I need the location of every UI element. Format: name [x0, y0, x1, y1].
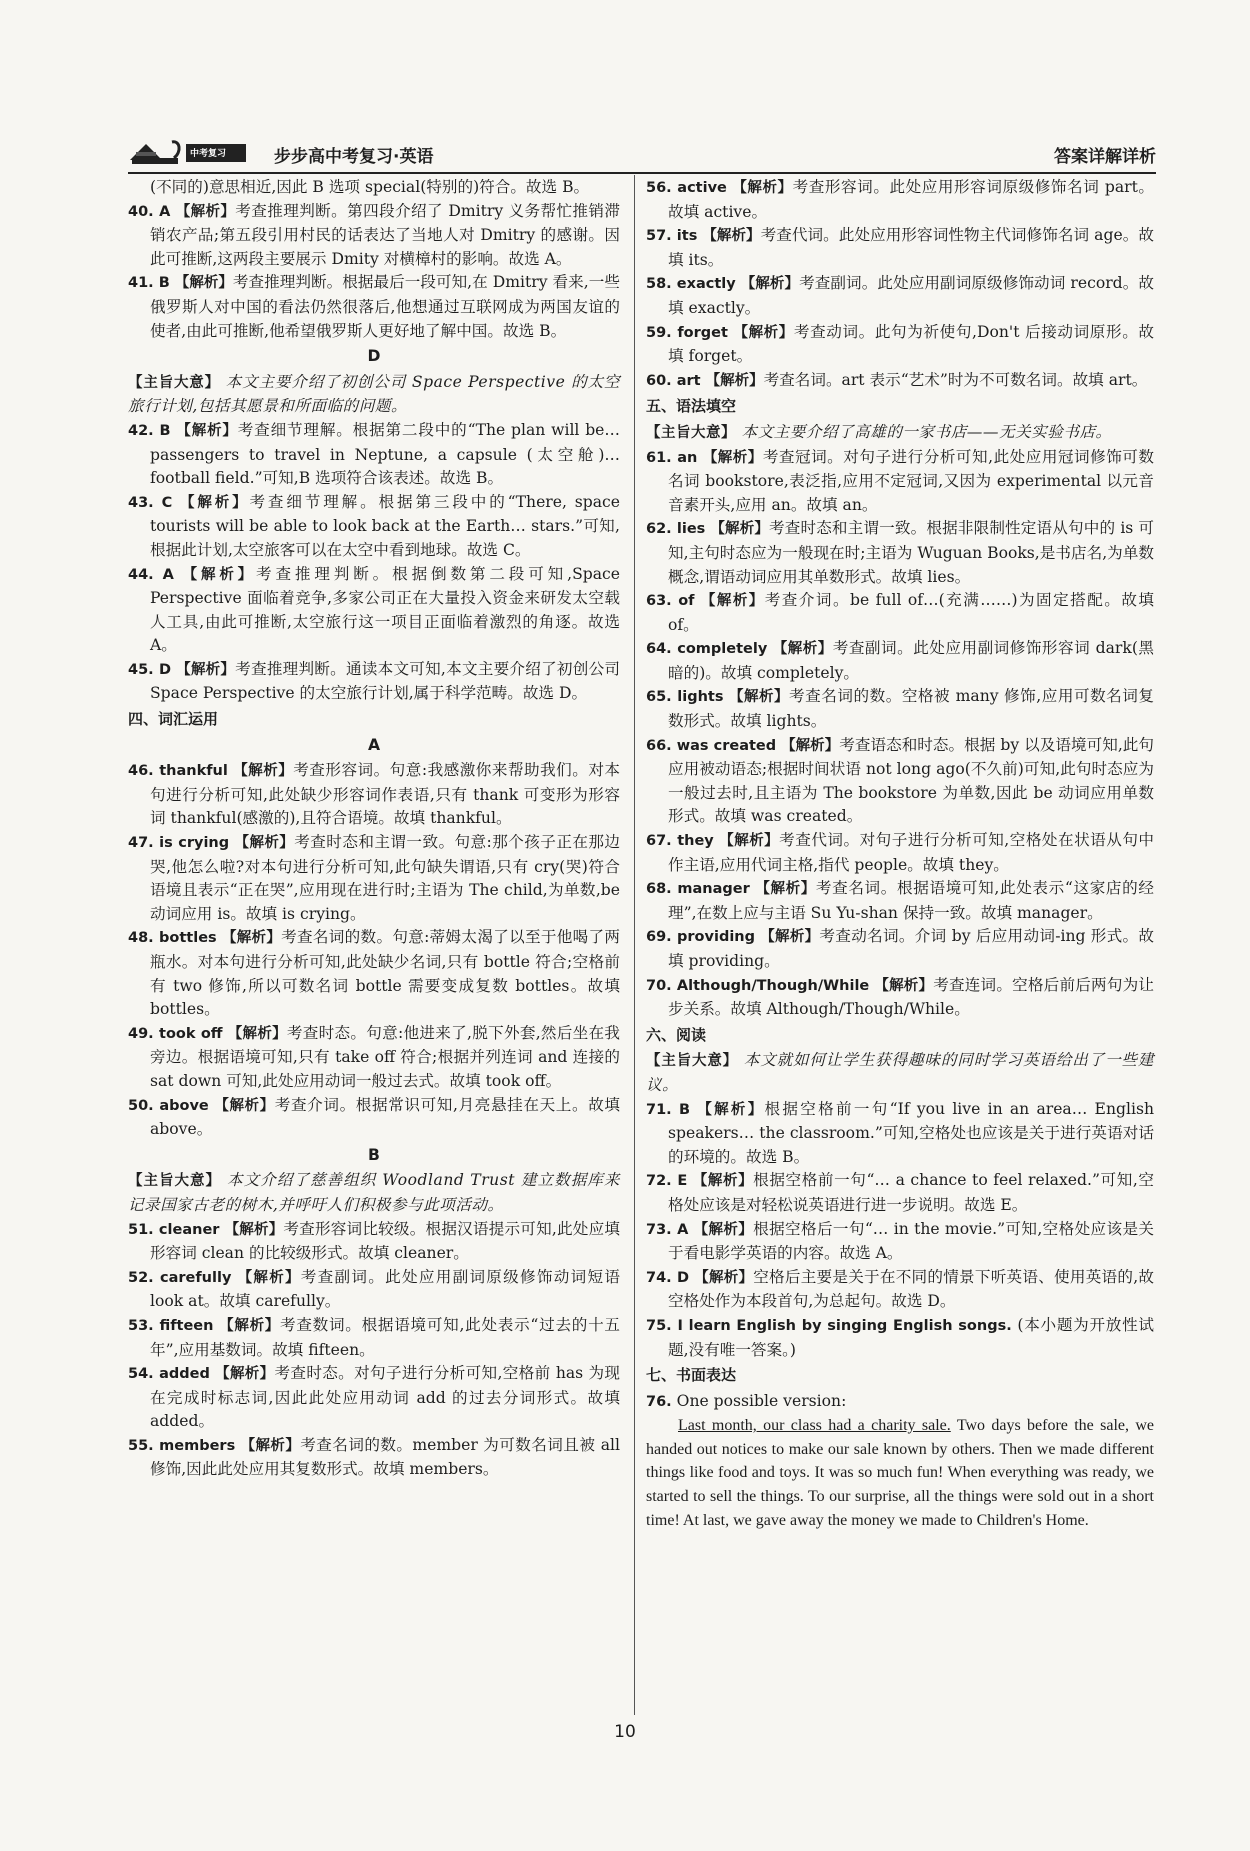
answer-item [646, 974, 1154, 1022]
main-idea-tag: 【主旨大意】 [646, 1053, 738, 1070]
answer-key: 72. E [646, 1173, 688, 1190]
answer-key: 76. [646, 1393, 672, 1410]
answer-key: 73. A [646, 1221, 689, 1238]
analysis-tag: 【解析】 [227, 1025, 287, 1042]
main-idea-text: 本文主要介绍了初创公司 Space Perspective 的太空旅行计划,包括其愿景和所面临的问题。 [128, 372, 621, 416]
main-idea [128, 1169, 620, 1217]
answer-item [128, 658, 620, 706]
answer-key: 70. Although/Though/While [646, 977, 870, 994]
answer-item [646, 685, 1154, 733]
answer-item [646, 589, 1154, 637]
answer-explanation: 考查动名词。介词 by 后应用动词-ing 形式。故填 providing。 [668, 927, 1154, 970]
answer-item [646, 369, 1154, 394]
main-idea-text: 本文介绍了慈善组织 Woodland Trust 建立数据库来记录国家古老的树木,并呼吁人们积极参与此项活动。 [128, 1171, 620, 1214]
analysis-tag: 【解析】 [221, 930, 282, 947]
answer-explanation: (本小题为开放性试题,没有唯一答案。) [668, 1315, 1154, 1359]
logo-graphic-icon [128, 136, 248, 166]
answer-explanation: 考查名词的数。member 为可数名词且被 all 修饰,因此此处应用其复数形式。故填 members。 [150, 1435, 620, 1479]
answer-explanation: 考查名词。art 表示“艺术”时为不可数名词。故填 art。 [763, 370, 1148, 389]
answer-key: 63. of [646, 593, 695, 610]
section-heading-text: 七、书面表达 [646, 1366, 737, 1385]
main-idea-tag: 【主旨大意】 [128, 1173, 222, 1190]
answer-item [646, 1266, 1154, 1314]
answer-item [646, 1314, 1154, 1362]
analysis-tag: 【解析】 [740, 276, 800, 293]
section-heading [646, 395, 1154, 419]
answer-item [646, 1098, 1154, 1170]
answer-explanation: 考查时态和主谓一致。根据非限制性定语从句中的 is 可知,主句时态应为一般现在时;主语为 Wuguan Books,是书店名,为单数概念,谓语动词应用其单数形式。故填 lies。 [668, 519, 1155, 586]
analysis-tag: 【解析】 [705, 372, 764, 389]
answer-item [128, 1314, 620, 1362]
answer-key: 57. its [646, 228, 698, 245]
answer-key: 40. A [128, 203, 171, 220]
answer-item [646, 1169, 1154, 1217]
answer-key: 62. lies [646, 521, 706, 538]
answer-key: 50. above [128, 1097, 209, 1114]
answer-key: 71. B [646, 1101, 691, 1118]
left-column [128, 176, 620, 1482]
passage-letter [128, 734, 620, 758]
answer-item [128, 1094, 620, 1142]
answer-explanation: 考查推理判断。第四段介绍了 Dmitry 义务帮忙推销滞销农产品;第五段引用村民的话表达了当地人对 Dmitry 的感谢。因此可推断,这两段主要展示 Dmity 对横樟村的影响。故选 A。 [150, 201, 620, 268]
analysis-tag: 【解析】 [176, 422, 238, 439]
passage-letter-text: B [368, 1145, 380, 1164]
book-title: 步步高中考复习·英语 [274, 147, 434, 167]
answer-explanation: 考查形容词。此处应用形容词原级修饰名词 part。故填 active。 [668, 178, 1154, 221]
answer-item [128, 759, 620, 831]
answer-key: 64. completely [646, 641, 768, 658]
answer-explanation: 考查时态和主谓一致。句意:那个孩子正在那边哭,他怎么啦?对本句进行分析可知,此句缺失谓语,只有 cry(哭)符合语境且表示“正在哭”,应用现在进行时;主语为 The child,为单数,be 动词应用 is。故填 is crying。 [150, 833, 620, 923]
answer-item [646, 925, 1154, 973]
answer-key: 61. an [646, 449, 698, 466]
answer-key: 66. was created [646, 737, 777, 754]
analysis-tag: 【解析】 [700, 593, 765, 610]
model-essay [646, 1414, 1154, 1532]
answer-key: 52. carefully [128, 1269, 232, 1286]
main-idea-tag: 【主旨大意】 [646, 424, 736, 441]
answer-explanation: 考查时态。句意:他进来了,脱下外套,然后坐在我旁边。根据语境可知,只有 take off 符合;根据并列连词 and 连接的 sat down 可知,此处应用动词一般过去式。故填 took off。 [150, 1023, 620, 1090]
answer-key: 65. lights [646, 689, 724, 706]
analysis-tag: 【解析】 [237, 1269, 301, 1286]
analysis-tag: 【解析】 [733, 324, 794, 341]
answer-key: 55. members [128, 1437, 236, 1454]
section-heading [646, 1024, 1154, 1048]
analysis-tag: 【解析】 [702, 449, 763, 466]
answer-explanation: 考查名词的数。句意:蒂姆太渴了以至于他喝了两瓶水。对本句进行分析可知,此处缺少名词,只有 bottle 符合;空格前有 two 修饰,所以可数名词 bottle 需要变成复数 bottles。故填 bottles。 [150, 928, 621, 1019]
answer-key: 46. thankful [128, 763, 228, 780]
answer-explanation: 根据空格前一句“… a chance to feel relaxed.”可知,空格处应该是对轻松说英语进行进一步说明。故选 E。 [668, 1171, 1155, 1214]
answer-item [646, 829, 1154, 877]
answer-item [128, 1266, 620, 1314]
analysis-tag: 【解析】 [219, 1317, 281, 1334]
answer-explanation: 考查介词。be full of…(充满……)为固定搭配。故填 of。 [668, 591, 1154, 634]
answer-explanation: 考查推理判断。通读本文可知,本文主要介绍了初创公司 Space Perspective 的太空旅行计划,属于科学范畴。故选 D。 [150, 659, 620, 703]
answer-item [646, 224, 1154, 272]
essay-body: Two days before the sale, we handed out notices to make our sale known by others. Then we made different things like food and toys. It was so much fun! When everything was ready, we started to sell the things. To our surprise, all the things were sold out in a short time! At last, we gave away the money we made to Children's Home. [646, 1417, 1155, 1529]
page-header [128, 132, 1156, 174]
answer-key: 56. active [646, 180, 727, 196]
answer-key: 54. added [128, 1366, 210, 1383]
analysis-tag: 【解析】 [732, 180, 793, 196]
book-logo [128, 136, 248, 166]
answer-explanation: 考查副词。此处应用副词原级修饰动词短语 look at。故填 carefully。 [150, 1267, 620, 1311]
main-idea-tag: 【主旨大意】 [128, 374, 220, 391]
answer-key: 49. took off [128, 1025, 223, 1042]
answer-item [646, 637, 1154, 685]
answer-explanation: 根据空格前一句“If you live in an area… English speakers… the classroom.”可知,空格处也应该是关于进行英语对话的环境的。故选 B。 [668, 1099, 1154, 1166]
analysis-tag: 【解析】 [728, 689, 790, 706]
answer-key: 41. B [128, 275, 170, 292]
analysis-tag: 【解析】 [240, 1437, 301, 1454]
right-column [646, 176, 1154, 1532]
analysis-tag: 【解析】 [224, 1221, 284, 1238]
passage-letter [128, 1144, 620, 1168]
analysis-tag: 【解析】 [215, 1366, 275, 1383]
answer-item [128, 419, 620, 491]
answer-key: 68. manager [646, 881, 750, 898]
answer-explanation: 考查名词。根据语境可知,此处表示“这家店的经理”,在数上应与主语 Su Yu-shan 保持一致。故填 manager。 [668, 879, 1154, 922]
answer-item [128, 1218, 620, 1266]
answer-explanation: 考查数词。根据语境可知,此处表示“过去的十五年”,应用基数词。故填 fifteen。 [150, 1315, 620, 1359]
answer-item [128, 1022, 620, 1094]
answer-item [646, 517, 1154, 589]
analysis-tag: 【解析】 [174, 275, 233, 292]
section-heading-text: 五、语法填空 [646, 397, 737, 416]
answer-explanation: 空格后主要是关于在不同的情景下听英语、使用英语的,故空格处作为本段首句,为总起句。故选 D。 [668, 1267, 1154, 1311]
analysis-tag: 【解析】 [755, 881, 816, 898]
analysis-tag: 【解析】 [214, 1097, 275, 1114]
answer-key: 53. fifteen [128, 1317, 214, 1334]
section-title: 答案详解详析 [1054, 147, 1156, 167]
main-idea [646, 1049, 1154, 1097]
answer-item [646, 321, 1154, 369]
answer-key: 58. exactly [646, 276, 736, 293]
analysis-tag: 【解析】 [694, 1269, 754, 1286]
analysis-tag: 【解析】 [233, 763, 294, 780]
answer-explanation: 考查细节理解。根据第二段中的“The plan will be… passengers to travel in Neptune, a capsule (太空舱)… football field.”可知,B 选项符合该表述。故选 B。 [150, 420, 621, 488]
section-heading [646, 1364, 1154, 1388]
answer-key: 69. providing [646, 929, 755, 946]
analysis-tag: 【解析】 [175, 203, 236, 220]
section-heading [128, 708, 620, 732]
answer-explanation: 考查动词。此句为祈使句,Don't 后接动词原形。故填 forget。 [668, 322, 1154, 366]
analysis-tag: 【解析】 [234, 835, 295, 852]
answer-item [646, 1390, 1154, 1415]
answer-explanation: 考查代词。对句子进行分析可知,空格处在状语从句中作主语,应用代词主格,指代 people。故填 they。 [668, 831, 1154, 874]
answer-key: 44. A [128, 566, 174, 583]
answer-item [128, 926, 620, 1021]
passage-letter [128, 345, 620, 369]
column-divider [634, 175, 635, 1715]
answer-explanation: 考查连词。空格后前后两句为让步关系。故填 Although/Though/While。 [668, 975, 1154, 1019]
section-heading-text: 四、词汇运用 [128, 710, 219, 729]
answer-explanation: One possible version: [676, 1391, 847, 1410]
answer-item [646, 877, 1154, 925]
main-idea-text: 本文主要介绍了高雄的一家书店——无关实验书店。 [741, 422, 1112, 441]
answer-item [128, 1434, 620, 1482]
answer-item [646, 734, 1154, 829]
answer-explanation: 考查时态。对句子进行分析可知,空格前 has 为现在完成时标志词,因此此处应用动词 add 的过去分词形式。故填 added。 [150, 1364, 620, 1431]
answer-explanation: 考查语态和时态。根据 by 以及语境可知,此句应用被动语态;根据时间状语 not long ago(不久前)可知,此句时态应为一般过去时,且主语为 The bookstore 为单数,因此 be 动词应用单数形式。故填 was created。 [668, 735, 1155, 826]
answer-item [646, 176, 1154, 224]
answer-item [128, 831, 620, 926]
answer-item [128, 200, 620, 272]
analysis-tag: 【解析】 [781, 737, 840, 754]
analysis-tag: 【解析】 [693, 1221, 754, 1238]
continued-text [128, 176, 620, 200]
answer-item [646, 1218, 1154, 1266]
analysis-tag: 【解析】 [760, 929, 820, 946]
answer-explanation: 考查代词。此处应用形容词性物主代词修饰名词 age。故填 its。 [668, 226, 1154, 269]
answer-item [128, 491, 620, 563]
answer-explanation: 考查副词。此处应用副词修饰形容词 dark(黑暗的)。故填 completely。 [668, 639, 1155, 682]
analysis-tag: 【解析】 [702, 228, 761, 245]
answer-key: 48. bottles [128, 930, 217, 947]
answer-explanation: 考查细节理解。根据第三段中的“There, space tourists will be able to look back at the Earth… stars.”可知,根据此计划,太空旅客可以在太空中看到地球。故选 C。 [150, 492, 620, 559]
analysis-tag: 【解析】 [692, 1173, 754, 1190]
answer-key: 60. art [646, 372, 701, 389]
answer-key: 45. D [128, 661, 172, 678]
answer-key: 43. C [128, 494, 173, 511]
answer-explanation: 考查介词。根据常识可知,月亮悬挂在天上。故填 above。 [150, 1095, 620, 1139]
answer-explanation: 考查推理判断。根据倒数第二段可知,Space Perspective 面临着竞争,多家公司正在大量投入资金来研发太空载人工具,由此可推断,太空旅行这一项目正面临着激烈的角逐。故选 A。 [150, 564, 620, 655]
answer-key: 42. B [128, 422, 171, 439]
answer-key: 75. I learn English by singing English songs. [646, 1317, 1012, 1334]
essay-topic-sentence: Last month, our class had a charity sale. [678, 1417, 951, 1435]
answer-explanation: (不同的)意思相近,因此 B 选项 special(特别的)符合。故选 B。 [150, 178, 590, 196]
analysis-tag: 【解析】 [697, 1101, 765, 1118]
main-idea [128, 371, 620, 419]
analysis-tag: 【解析】 [176, 661, 236, 678]
answer-item [128, 271, 620, 343]
answer-explanation: 根据空格后一句“… in the movie.”可知,空格处应该是关于看电影学英语的内容。故选 A。 [668, 1219, 1154, 1263]
logo-text: 中考复习 [190, 149, 227, 159]
answer-explanation: 考查名词的数。空格被 many 修饰,应用可数名词复数形式。故填 lights。 [668, 687, 1154, 731]
analysis-tag: 【解析】 [719, 833, 780, 850]
main-idea-text: 本文就如何让学生获得趣味的同时学习英语给出了一些建议。 [646, 1051, 1155, 1094]
answer-item [128, 563, 620, 658]
answer-key: 67. they [646, 833, 714, 850]
analysis-tag: 【解析】 [180, 494, 250, 511]
answer-explanation: 考查冠词。对句子进行分析可知,此处应用冠词修饰可数名词 bookstore,表泛指,应用不定冠词,又因为 experimental 以元音音素开头,应用 an。故填 an。 [668, 447, 1154, 514]
answer-explanation: 考查形容词。句意:我感激你来帮助我们。对本句进行分析可知,此处缺少形容词作表语,只有 thank 可变形为形容词 thankful(感激的),且符合语境。故填 thankful。 [150, 761, 620, 828]
answer-key: 74. D [646, 1269, 690, 1286]
analysis-tag: 【解析】 [710, 521, 769, 538]
answer-explanation: 考查副词。此处应用副词原级修饰动词 record。故填 exactly。 [668, 274, 1154, 317]
answer-key: 59. forget [646, 324, 728, 341]
answer-key: 51. cleaner [128, 1221, 220, 1238]
answer-item [646, 446, 1154, 518]
section-heading-text: 六、阅读 [646, 1025, 707, 1044]
passage-letter-text: A [367, 735, 381, 754]
answer-explanation: 考查形容词比较级。根据汉语提示可知,此处应填形容词 clean 的比较级形式。故填 cleaner。 [150, 1219, 620, 1263]
answer-explanation: 考查推理判断。根据最后一段可知,在 Dmitry 看来,一些俄罗斯人对中国的看法仍然很落后,他想通过互联网成为两国友谊的使者,由此可推断,他希望俄罗斯人更好地了解中国。故选 B。 [150, 273, 620, 340]
answer-key: 47. is crying [128, 835, 230, 852]
page-number: 10 [614, 1722, 636, 1742]
main-idea [646, 421, 1154, 446]
answer-item [646, 272, 1154, 320]
analysis-tag: 【解析】 [772, 641, 833, 658]
answer-item [128, 1362, 620, 1434]
analysis-tag: 【解析】 [182, 566, 257, 583]
passage-letter-text: D [367, 347, 381, 366]
analysis-tag: 【解析】 [874, 977, 934, 994]
